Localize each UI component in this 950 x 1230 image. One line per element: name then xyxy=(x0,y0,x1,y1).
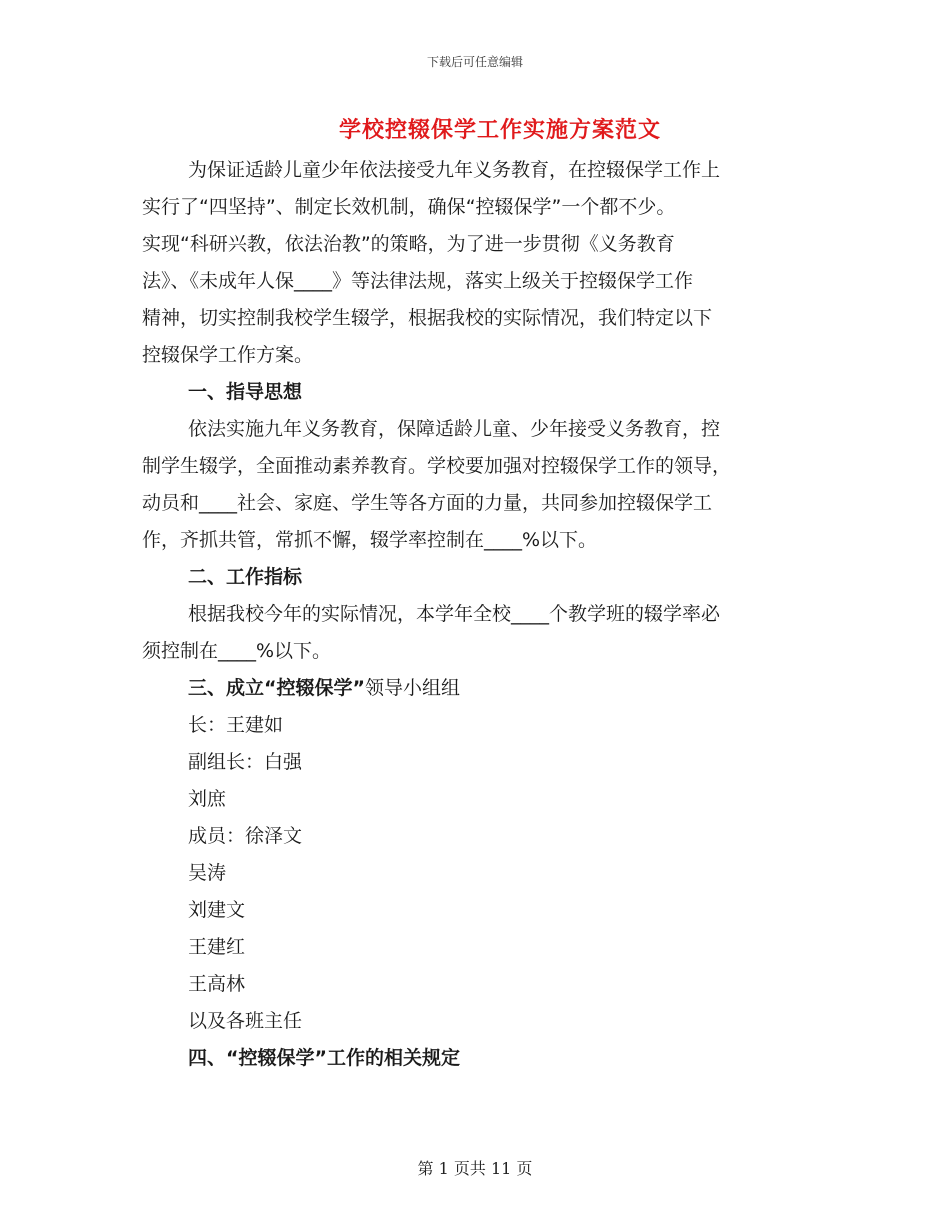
paragraph-line: 法》、《未成年人保____》等法律法规，落实上级关于控辍保学工作 xyxy=(142,270,694,292)
paragraph-line: 制学生辍学，全面推动素养教育。学校要加强对控辍保学工作的领导， xyxy=(142,455,732,477)
paragraph-line: 根据我校今年的实际情况，本学年全校____个教学班的辍学率必 xyxy=(188,603,721,625)
paragraph-line: 实行了“四坚持”、制定长效机制，确保“控辍保学”一个都不少。 xyxy=(142,196,676,218)
member-item: 王高林 xyxy=(188,973,246,995)
section-heading-regulations xyxy=(142,1040,802,1077)
section-heading-bold-part: 三、成立“控辍保学” xyxy=(188,677,365,699)
header-note: 下载后可任意编辑 xyxy=(426,55,523,69)
member-item: 王建红 xyxy=(188,936,246,958)
member-item: 吴涛 xyxy=(188,862,227,884)
paragraph-line: 实现“科研兴教，依法治教”的策略，为了进一步贯彻《义务教育 xyxy=(142,233,675,255)
paragraph-line: 精神，切实控制我校学生辍学，根据我校的实际情况，我们特定以下 xyxy=(142,307,713,329)
member-item: 副组长：白强 xyxy=(188,751,303,773)
section-heading-bold-part: 四、“控辍保学” xyxy=(188,1047,327,1069)
section-heading-rest-part: 工作的相关规定 xyxy=(326,1047,460,1069)
member-item: 刘庶 xyxy=(188,788,227,810)
document-body xyxy=(142,152,802,1077)
paragraph-line: 为保证适龄儿童少年依法接受九年义务教育，在控辍保学工作上 xyxy=(188,159,721,181)
document-title: 学校控辍保学工作实施方案范文 xyxy=(338,118,661,143)
member-item: 刘建文 xyxy=(188,899,246,921)
section-heading-guiding-ideology: 一、指导思想 xyxy=(188,381,303,403)
paragraph-line: 作，齐抓共管，常抓不懈，辍学率控制在____%以下。 xyxy=(142,529,598,551)
page-footer: 第 1 页共 11 页 xyxy=(417,1159,533,1178)
member-item: 以及各班主任 xyxy=(188,1010,303,1032)
section-heading-rest-part: 领导小组组 xyxy=(364,677,460,699)
section-heading-work-targets: 二、工作指标 xyxy=(188,566,303,588)
section-heading-leading-group xyxy=(142,670,802,707)
paragraph-line: 动员和____社会、家庭、学生等各方面的力量，共同参加控辍保学工 xyxy=(142,492,713,514)
paragraph-line: 控辍保学工作方案。 xyxy=(142,344,314,366)
member-item: 成员：徐泽文 xyxy=(188,825,303,847)
paragraph-line: 依法实施九年义务教育，保障适龄儿童、少年接受义务教育，控 xyxy=(188,418,721,440)
member-item: 长：王建如 xyxy=(188,714,284,736)
paragraph-line: 须控制在____%以下。 xyxy=(142,640,332,662)
